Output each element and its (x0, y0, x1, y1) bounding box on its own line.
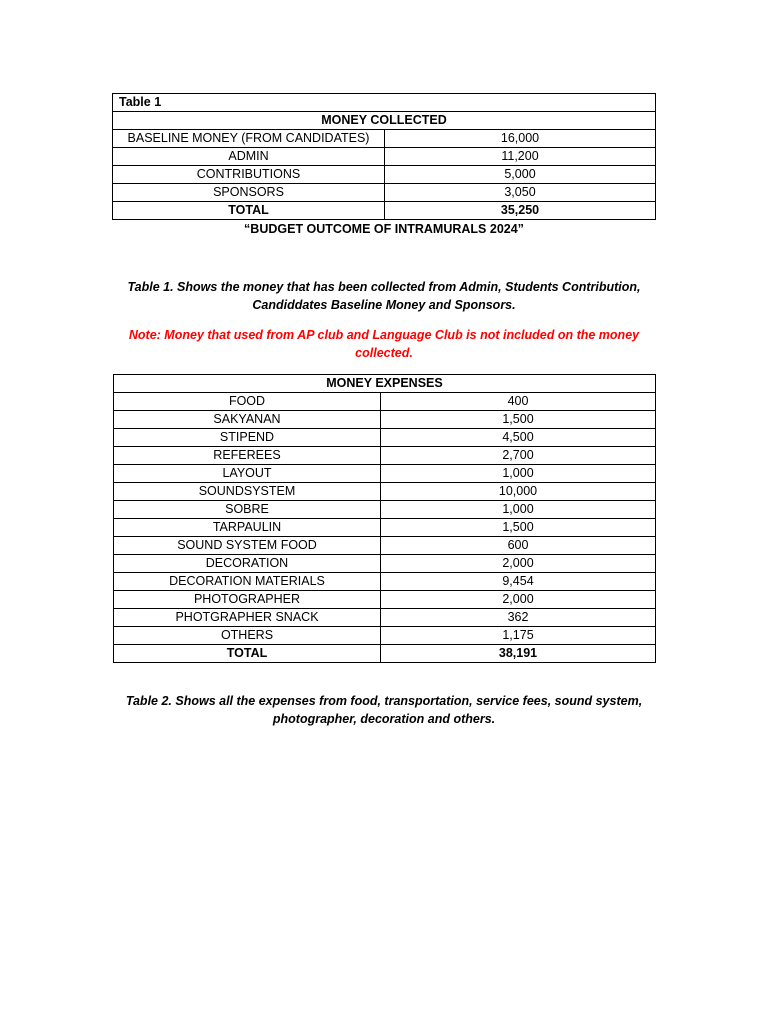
row-amount: 2,700 (381, 447, 656, 465)
table-row (114, 609, 656, 627)
row-name: SOUNDSYSTEM (114, 483, 381, 501)
table-header: MONEY COLLECTED (113, 112, 656, 130)
row-name: DECORATION (114, 555, 381, 573)
row-amount: 1,175 (381, 627, 656, 645)
row-amount: 1,500 (381, 411, 656, 429)
table-label-row (113, 94, 656, 112)
row-amount: 2,000 (381, 591, 656, 609)
table2-description: Table 2. Shows all the expenses from food, transportation, service fees, sound system, photographer, decoration and others. (125, 694, 643, 726)
row-name: SAKYANAN (114, 411, 381, 429)
table-row (114, 501, 656, 519)
total-label: TOTAL (113, 202, 385, 220)
row-amount: 1,000 (381, 465, 656, 483)
table1-description: Table 1. Shows the money that has been collected from Admin, Students Contribution, Candiddates Baseline Money and Sponsors. (127, 280, 641, 312)
table-header: MONEY EXPENSES (114, 375, 656, 393)
row-name: TARPAULIN (114, 519, 381, 537)
row-amount: 10,000 (381, 483, 656, 501)
total-value: 35,250 (385, 202, 656, 220)
table-row (114, 447, 656, 465)
total-label: TOTAL (114, 645, 381, 663)
row-name: PHOTGRAPHER SNACK (114, 609, 381, 627)
table-row (114, 411, 656, 429)
row-name: SOUND SYSTEM FOOD (114, 537, 381, 555)
table-row (114, 483, 656, 501)
row-amount: 4,500 (381, 429, 656, 447)
money-collected-table (112, 93, 656, 220)
row-amount: 2,000 (381, 555, 656, 573)
table-row (114, 465, 656, 483)
row-amount: 600 (381, 537, 656, 555)
row-amount: 11,200 (385, 148, 656, 166)
row-name: OTHERS (114, 627, 381, 645)
row-name: LAYOUT (114, 465, 381, 483)
table-row (114, 519, 656, 537)
table-header-row (113, 112, 656, 130)
row-amount: 16,000 (385, 130, 656, 148)
table-row (114, 429, 656, 447)
row-amount: 9,454 (381, 573, 656, 591)
row-amount: 3,050 (385, 184, 656, 202)
row-amount: 400 (381, 393, 656, 411)
table-row (114, 393, 656, 411)
table-row (113, 166, 656, 184)
table-row (114, 555, 656, 573)
row-name: SOBRE (114, 501, 381, 519)
row-amount: 362 (381, 609, 656, 627)
row-name: FOOD (114, 393, 381, 411)
table-row (113, 130, 656, 148)
table-row (114, 573, 656, 591)
total-row (114, 645, 656, 663)
total-value: 38,191 (381, 645, 656, 663)
money-expenses-table (113, 374, 656, 663)
table-row (113, 148, 656, 166)
table-header-row (114, 375, 656, 393)
row-name: STIPEND (114, 429, 381, 447)
total-row (113, 202, 656, 220)
row-amount: 1,500 (381, 519, 656, 537)
row-name: SPONSORS (113, 184, 385, 202)
row-name: DECORATION MATERIALS (114, 573, 381, 591)
row-name: CONTRIBUTIONS (113, 166, 385, 184)
table-label: Table 1 (113, 94, 656, 112)
note-text: Note: Money that used from AP club and Language Club is not included on the money collected. (128, 328, 640, 360)
table-row (114, 627, 656, 645)
row-name: BASELINE MONEY (FROM CANDIDATES) (113, 130, 385, 148)
table-row (114, 591, 656, 609)
budget-caption: “BUDGET OUTCOME OF INTRAMURALS 2024” (244, 222, 524, 236)
row-name: REFEREES (114, 447, 381, 465)
row-name: PHOTOGRAPHER (114, 591, 381, 609)
row-name: ADMIN (113, 148, 385, 166)
row-amount: 1,000 (381, 501, 656, 519)
row-amount: 5,000 (385, 166, 656, 184)
table-row (114, 537, 656, 555)
table-row (113, 184, 656, 202)
